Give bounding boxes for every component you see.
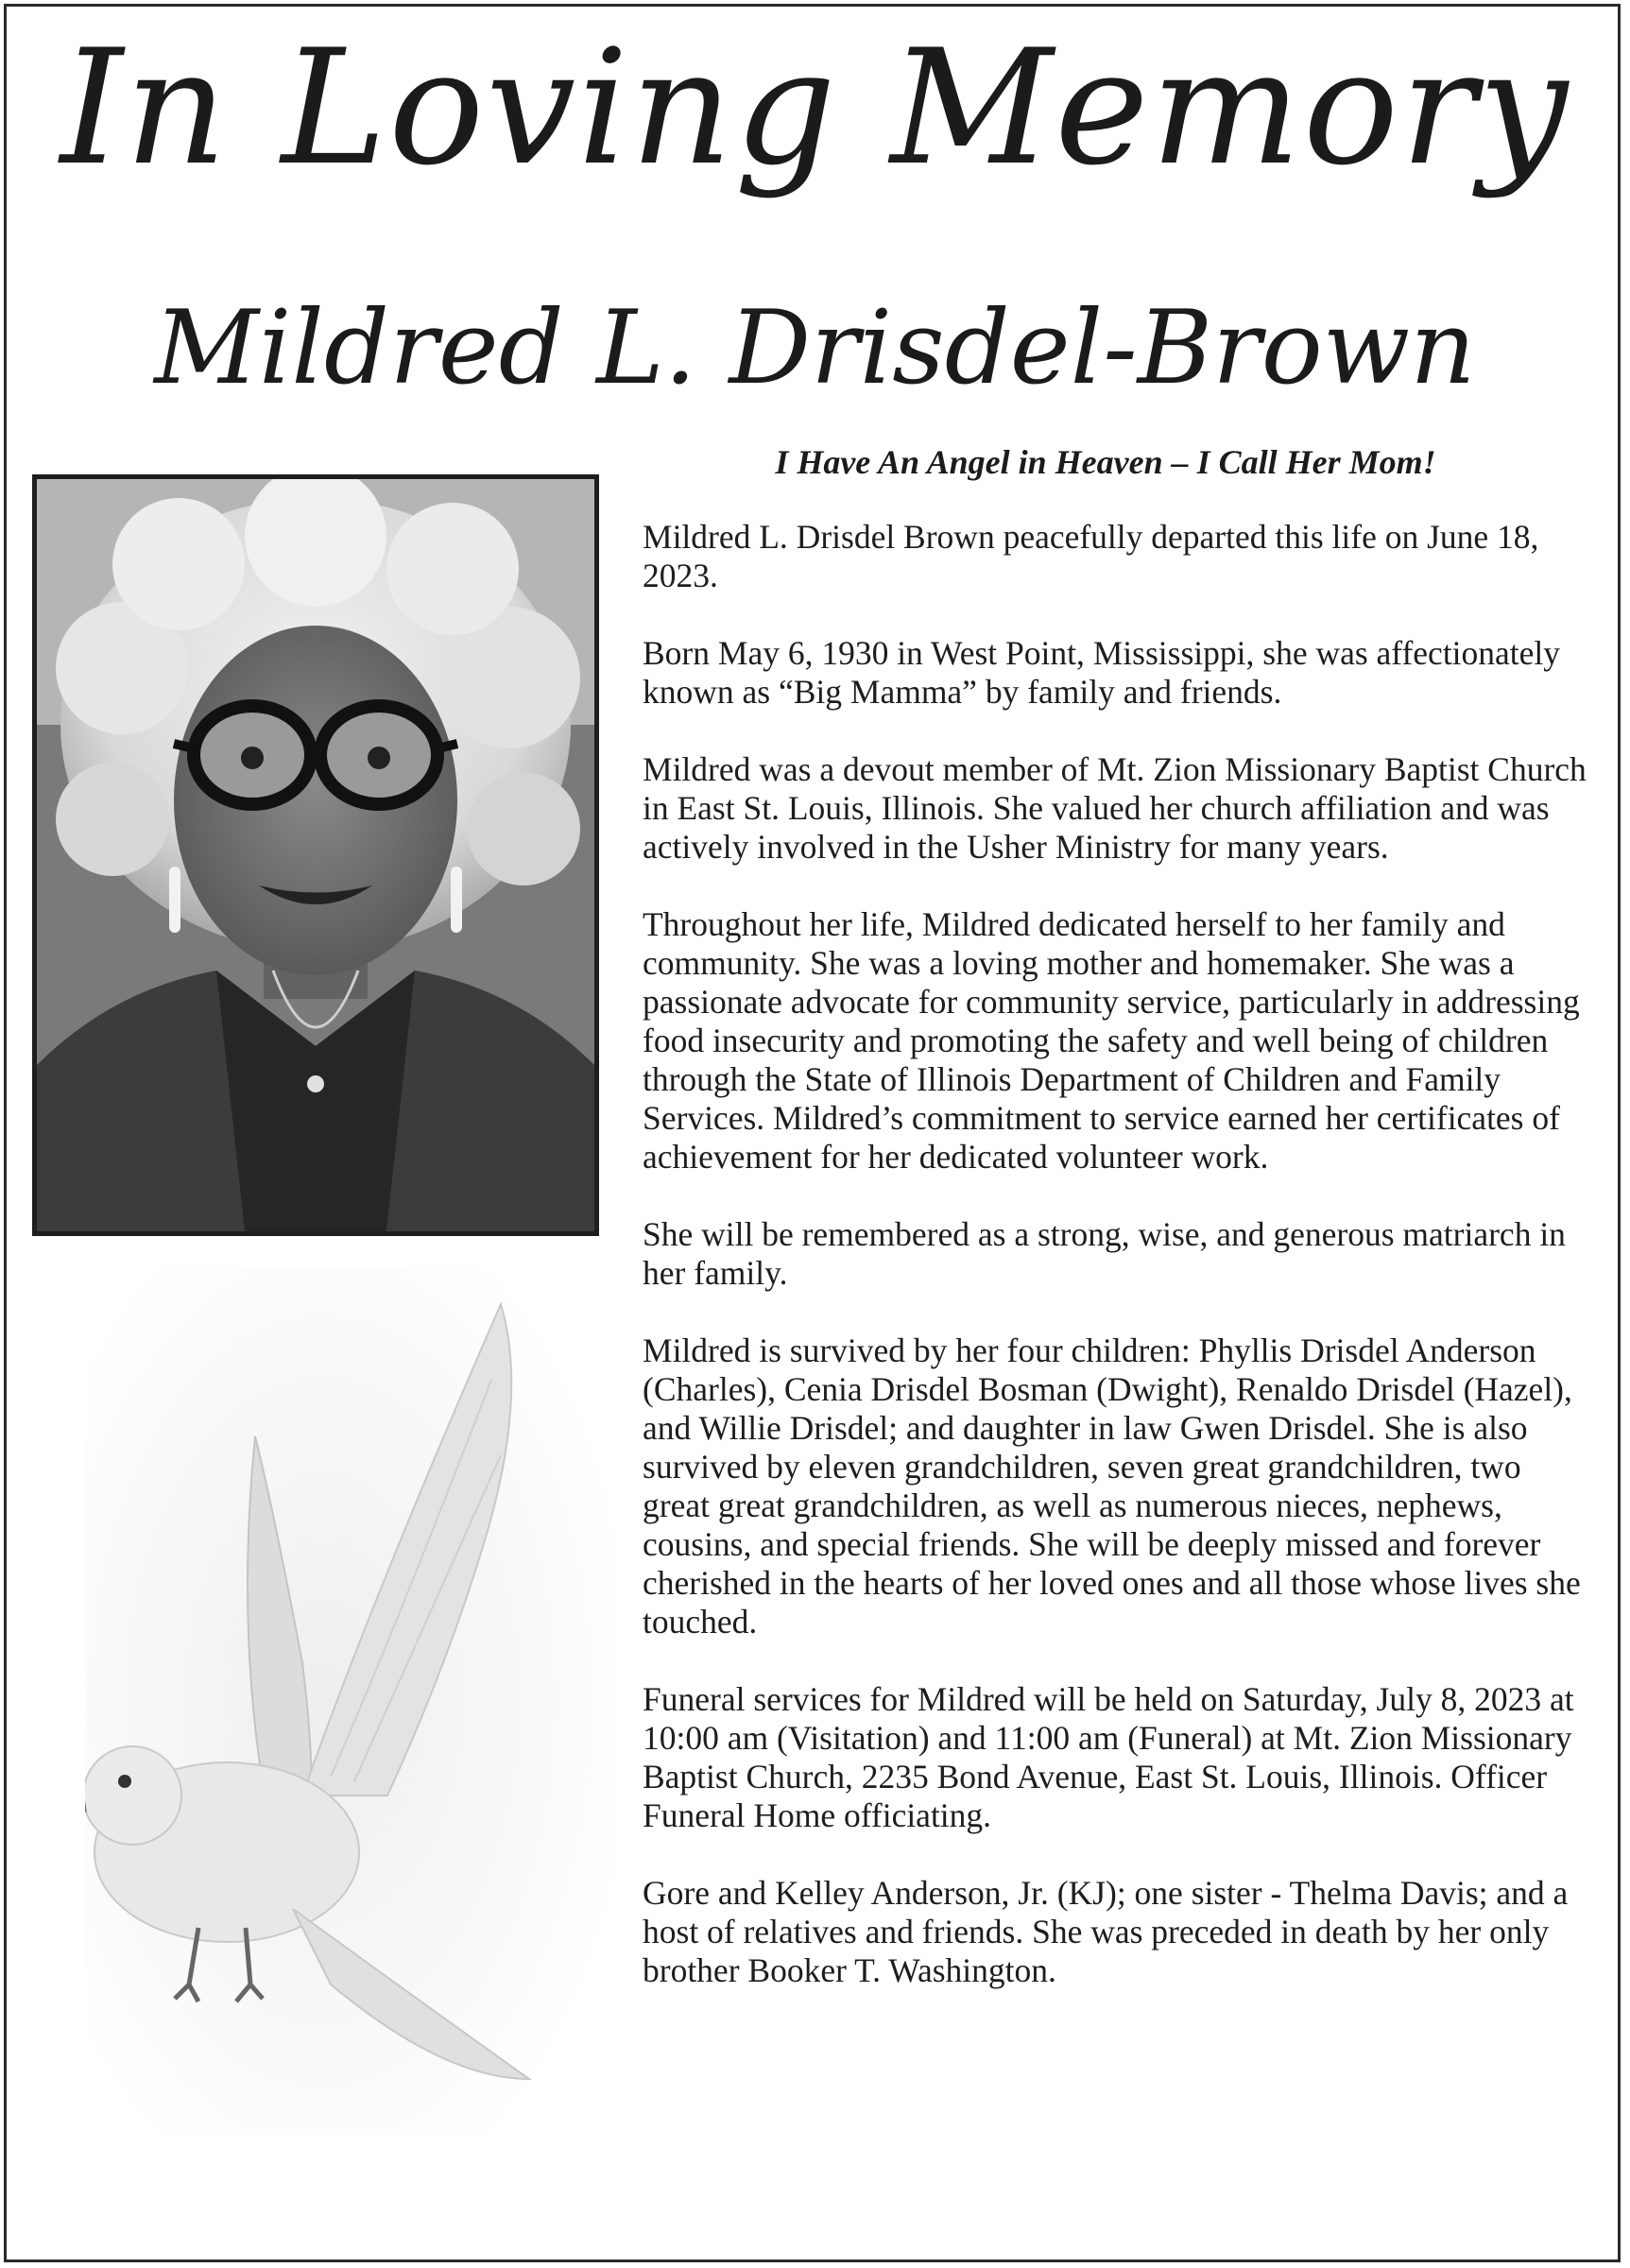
paragraph-service: Throughout her life, Mildred dedicated herself to her family and community. She was a loving mother and homemaker. She was a passionate advocate for community service, particularly in addressing food insecurity and promoting the safety and well being of children through the State of Illinois Department of Children and Family Services. Mildred’s commitment to service earned her certificates of achievement for her dedicated volunteer work. bbox=[643, 905, 1580, 1176]
paragraph-church: Mildred was a devout member of Mt. Zion Missionary Baptist Church in East St. Louis, Illinois. She valued her church affiliation and was actively involved in the Usher Ministry for many years. bbox=[643, 750, 1587, 866]
memorial-heading: In Loving Memory bbox=[60, 15, 1570, 200]
paragraph-birth: Born May 6, 1930 in West Point, Mississippi, she was affectionately known as “Big Mamma” by family and friends. bbox=[643, 634, 1561, 711]
deceased-name: Mildred L. Drisdel-Brown bbox=[154, 289, 1476, 407]
dove-illustration bbox=[85, 1266, 614, 2136]
paragraph-funeral: Funeral services for Mildred will be held on Saturday, July 8, 2023 at 10:00 am (Visitation) and 11:00 am (Funeral) at Mt. Zion Missionary Baptist Church, 2235 Bond Avenue, East St. Louis, Illinois. Officer Funeral Home officiating. bbox=[643, 1680, 1574, 1834]
portrait-illustration bbox=[37, 479, 594, 1231]
paragraph-relatives: Gore and Kelley Anderson, Jr. (KJ); one sister - Thelma Davis; and a host of relatives and friends. She was preceded in death by her only brother Booker T. Washington. bbox=[643, 1874, 1569, 1989]
tagline: I Have An Angel in Heaven – I Call Her Mom! bbox=[775, 443, 1436, 481]
portrait-photo bbox=[32, 474, 599, 1236]
obituary-text bbox=[643, 518, 1587, 2029]
paragraph-matriarch: She will be remembered as a strong, wise, and generous matriarch in her family. bbox=[643, 1215, 1566, 1292]
paragraph-passing: Mildred L. Drisdel Brown peacefully departed this life on June 18, 2023. bbox=[643, 518, 1539, 594]
paragraph-survivors: Mildred is survived by her four children: Phyllis Drisdel Anderson (Charles), Cenia Drisdel Bosman (Dwight), Renaldo Drisdel (Hazel), and Willie Drisdel; and daughter in law Gwen Drisdel. She is also survived by eleven grandchildren, seven great grandchildren, two great great grandchildren, as well as numerous nieces, nephews, cousins, and special friends. She will be deeply missed and forever cherished in the hearts of her loved ones and all those whose lives she touched. bbox=[643, 1332, 1581, 1641]
